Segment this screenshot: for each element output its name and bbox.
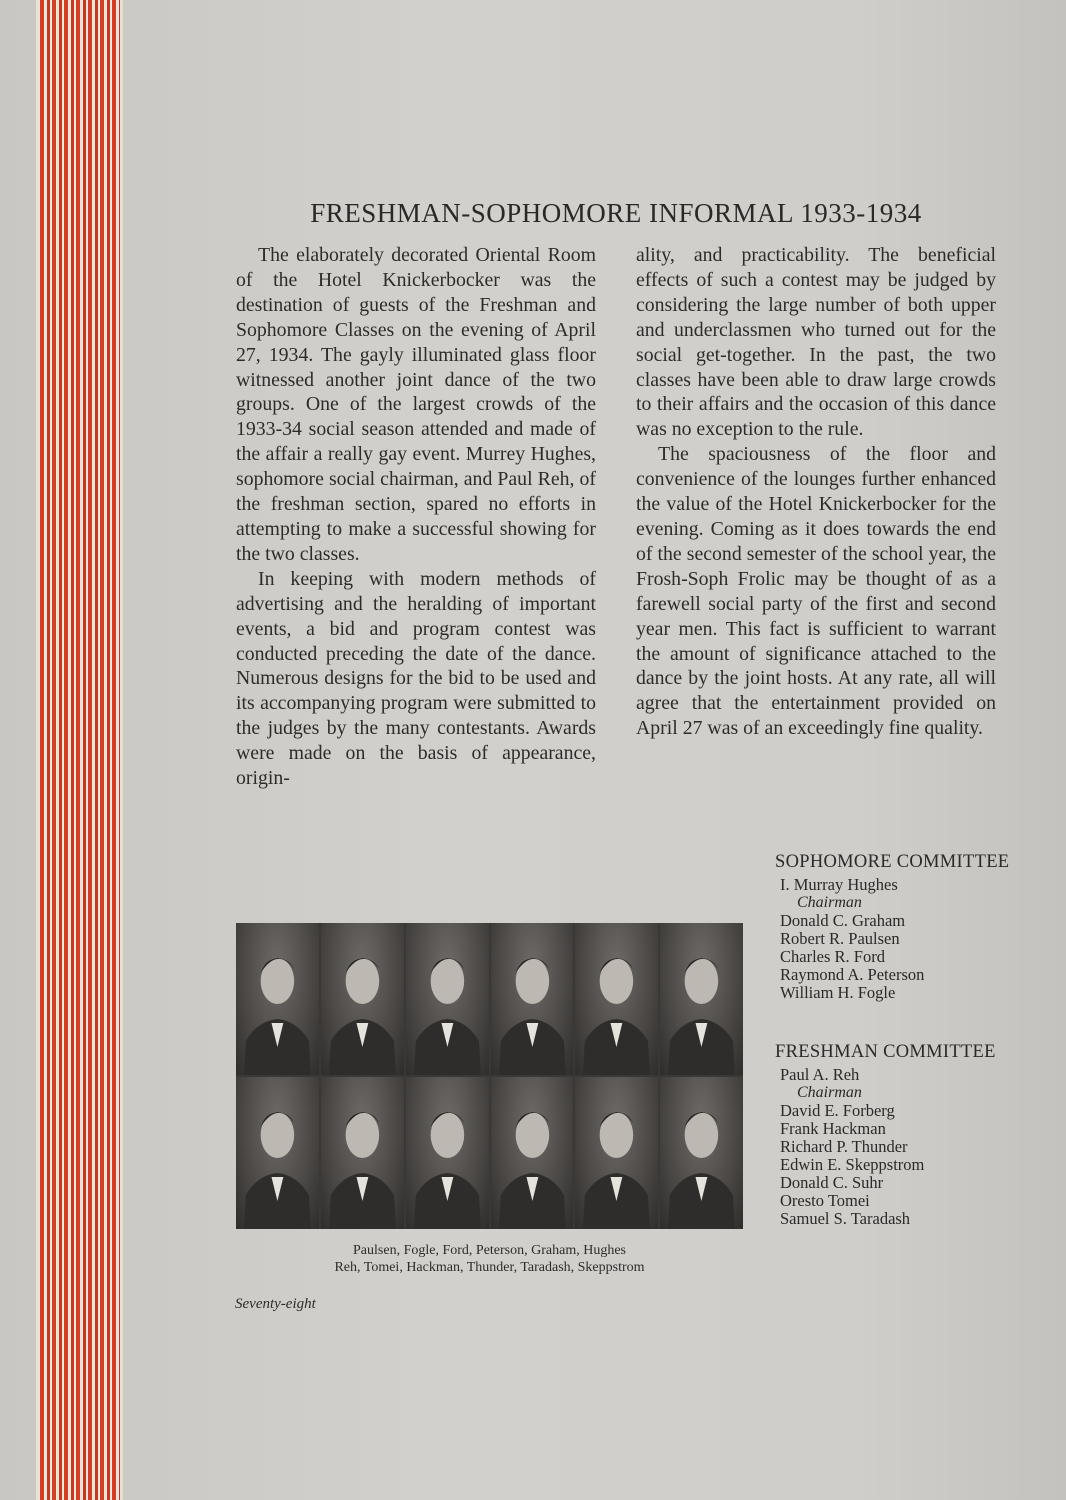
committee-member: Donald C. Graham: [780, 911, 906, 930]
portrait-photo: [491, 1077, 574, 1229]
caption-line: Reh, Tomei, Hackman, Thunder, Taradash, Skeppstrom: [334, 1260, 645, 1275]
article-column-left: [236, 243, 596, 791]
portrait-photo: [236, 1077, 319, 1229]
caption-line: Paulsen, Fogle, Ford, Peterson, Graham, Hughes: [353, 1243, 626, 1258]
portrait-photo: [321, 923, 404, 1075]
page-number: Seventy-eight: [235, 1296, 316, 1312]
chairman-role: Chairman: [797, 1084, 862, 1101]
committee-chairman: I. Murray Hughes: [780, 875, 898, 894]
committee-member: Raymond A. Peterson: [780, 965, 925, 984]
sophomore-committee: [775, 852, 1009, 1002]
committee-member: Oresto Tomei: [780, 1191, 870, 1210]
committee-heading: FRESHMAN COMMITTEE: [775, 1042, 996, 1062]
portrait-photo: [575, 923, 658, 1075]
article-paragraph: ality, and practicability. The beneficial effects of such a contest may be judged by considering the large number of both upper and underclassmen who turned out for the social get-together. In the past, the two classes have been able to draw large crowds to their affairs and the occasion of this dance was no exception to the rule.: [636, 244, 996, 441]
committee-chairman: Paul A. Reh: [780, 1065, 860, 1084]
photo-caption: [236, 1242, 743, 1276]
decorative-red-stripes: [40, 0, 120, 1500]
committee-member: William H. Fogle: [780, 983, 896, 1002]
portrait-photo: [660, 1077, 743, 1229]
committee-member: Edwin E. Skeppstrom: [780, 1155, 925, 1174]
chairman-role: Chairman: [797, 894, 862, 911]
portrait-photo: [660, 923, 743, 1075]
committee-member: Charles R. Ford: [780, 947, 885, 966]
portrait-photo: [406, 923, 489, 1075]
article-column-right: [636, 243, 996, 741]
stripe-edge-right: [120, 0, 123, 1500]
page-title: FRESHMAN-SOPHOMORE INFORMAL 1933-1934: [310, 198, 922, 228]
committee-member: Samuel S. Taradash: [780, 1209, 911, 1228]
committee-heading: SOPHOMORE COMMITTEE: [775, 852, 1010, 872]
portrait-photo: [575, 1077, 658, 1229]
article-paragraph: In keeping with modern methods of advertising and the heralding of important events, a bid and program contest was conducted preceding the date of the dance. Numerous designs for the bid to be used and its accompanying program were submitted to the judges by the many contestants. Awards were made on the basis of appearance, origin-: [236, 567, 596, 790]
committee-member: Donald C. Suhr: [780, 1173, 884, 1192]
committee-member: Frank Hackman: [780, 1119, 886, 1138]
committee-member: Richard P. Thunder: [780, 1137, 908, 1156]
article-paragraph: The elaborately decorated Oriental Room of the Hotel Knickerbocker was the destination of guests of the Freshman and Sophomore Classes on the evening of April 27, 1934. The gayly illuminated glass floor witnessed another joint dance of the two groups. One of the largest crowds of the 1933-34 social season attended and made of the affair a really gay event. Murrey Hughes, sophomore social chairman, and Paul Reh, of the freshman section, spared no efforts in attempting to make a successful showing for the two classes.: [236, 244, 596, 565]
committee-portrait-grid: [236, 923, 743, 1229]
article-paragraph: The spaciousness of the floor and convenience of the lounges further enhanced the value of the Hotel Knickerbocker for the evening. Coming as it does towards the end of the second semester of the school year, the Frosh-Soph Frolic may be thought of as a farewell social party of the first and second year men. This fact is sufficient to warrant the amount of significance attached to the dance by the joint hosts. At any rate, all will agree that the entertainment provided on April 27 was of an exceedingly fine quality.: [636, 443, 996, 740]
committee-member: Robert R. Paulsen: [780, 929, 900, 948]
portrait-photo: [236, 923, 319, 1075]
freshman-committee: [775, 1042, 996, 1228]
committee-member: David E. Forberg: [780, 1101, 895, 1120]
portrait-photo: [321, 1077, 404, 1229]
portrait-photo: [406, 1077, 489, 1229]
portrait-photo: [491, 923, 574, 1075]
